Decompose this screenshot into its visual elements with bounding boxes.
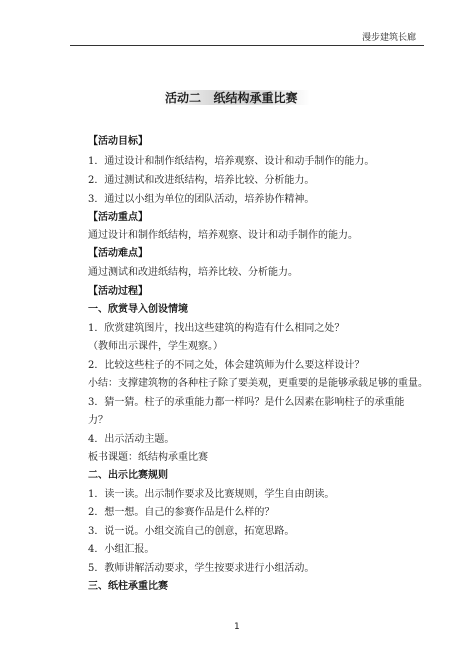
page-title: 活动二 纸结构承重比赛: [165, 91, 298, 105]
goal-item: 2．通过测试和改进纸结构，培养比较、分析能力。: [88, 175, 315, 186]
part1-line: （教师出示课件，学生观察。）: [88, 341, 223, 352]
part1-line: 4．出示活动主题。: [88, 434, 175, 445]
difficulty-heading: 【活动难点】: [88, 248, 148, 259]
goal-item: 3．通过以小组为单位的团队活动，培养协作精神。: [88, 194, 315, 205]
part1-line: 3．猜一猜。柱子的承重能力都一样吗？是什么因素在影响柱子的承重能: [88, 397, 405, 408]
part1-line: 小结：支撑建筑物的各种柱子除了要美观，更重要的是能够承载足够的重量。: [88, 378, 428, 389]
part2-line: 3．说一说。小组交流自己的创意，拓宽思路。: [88, 526, 295, 537]
process-heading: 【活动过程】: [88, 286, 148, 297]
part2-heading: 二、出示比赛规则: [88, 470, 168, 481]
goal-item: 1．通过设计和制作纸结构，培养观察、设计和动手制作的能力。: [88, 156, 375, 167]
page-number: 1: [234, 622, 240, 632]
header-rule: [70, 45, 424, 46]
part2-line: 2．想一想。自己的参赛作品是什么样的？: [88, 507, 275, 518]
part1-line: 1．欣赏建筑图片，找出这些建筑的构造有什么相同之处？: [88, 323, 345, 334]
goals-heading: 【活动目标】: [88, 136, 148, 147]
part2-line: 1．读一读。出示制作要求及比赛规则，学生自由朗读。: [88, 489, 335, 500]
running-title: 漫步建筑长廊: [361, 33, 416, 43]
part2-line: 5．教师讲解活动要求，学生按要求进行小组活动。: [88, 563, 315, 574]
key-text: 通过设计和制作纸结构，培养观察、设计和动手制作的能力。: [88, 230, 358, 241]
part1-heading: 一、欣赏导入创设情境: [88, 304, 188, 315]
part3-heading: 三、纸柱承重比赛: [88, 581, 168, 592]
key-heading: 【活动重点】: [88, 212, 148, 223]
part1-line: 板书课题：纸结构承重比赛: [88, 452, 208, 463]
part1-line: 力？: [88, 415, 108, 426]
part1-line: 2．比较这些柱子的不同之处，体会建筑师为什么要这样设计？: [88, 360, 365, 371]
difficulty-text: 通过测试和改进纸结构，培养比较、分析能力。: [88, 267, 298, 278]
part2-line: 4．小组汇报。: [88, 544, 155, 555]
